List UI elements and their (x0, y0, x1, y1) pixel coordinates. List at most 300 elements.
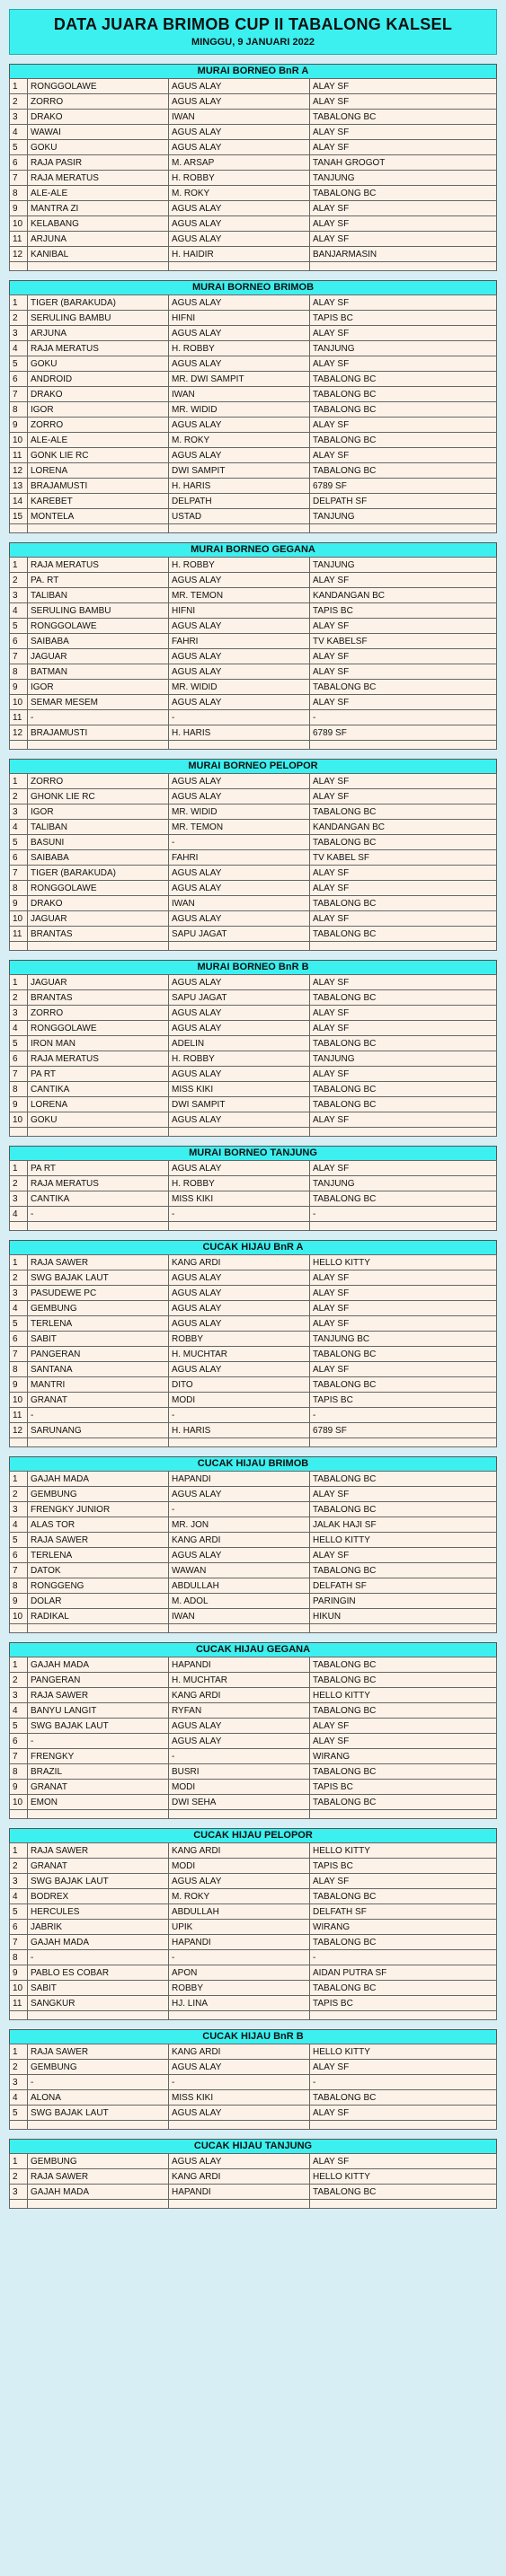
table-row (10, 573, 497, 588)
team-cell: ALAY SF (310, 2106, 497, 2121)
team-cell: ALAY SF (310, 448, 497, 463)
rank-cell: 1 (10, 1843, 28, 1859)
owner-cell: KANG ARDI (169, 1255, 310, 1270)
blank-cell (28, 741, 169, 750)
bird-name-cell: - (28, 1207, 169, 1222)
rank-cell: 6 (10, 372, 28, 387)
rank-cell: 3 (10, 804, 28, 820)
team-cell: TABALONG BC (310, 1657, 497, 1673)
owner-cell: MISS KIKI (169, 2090, 310, 2106)
team-cell: ALAY SF (310, 2154, 497, 2169)
owner-cell: MR. TEMON (169, 820, 310, 835)
rank-cell: 7 (10, 1067, 28, 1082)
blank-row (10, 942, 497, 951)
rank-cell: 1 (10, 558, 28, 573)
owner-cell: AGUS ALAY (169, 216, 310, 232)
rank-cell: 5 (10, 1533, 28, 1548)
bird-name-cell: GAJAH MADA (28, 1935, 169, 1950)
rank-cell: 3 (10, 588, 28, 603)
owner-cell: USTAD (169, 509, 310, 524)
blank-cell (28, 1624, 169, 1633)
team-cell: TABALONG BC (310, 110, 497, 125)
section-title: MURAI BORNEO BRIMOB (9, 280, 497, 295)
team-cell: TABALONG BC (310, 1935, 497, 1950)
bird-name-cell: GONK LIE RC (28, 448, 169, 463)
table-row (10, 295, 497, 311)
table-row (10, 1764, 497, 1780)
blank-cell (10, 2200, 28, 2209)
team-cell: TAPIS BC (310, 1996, 497, 2011)
rank-cell: 11 (10, 927, 28, 942)
bird-name-cell: RONGGOLAWE (28, 79, 169, 94)
bird-name-cell: DOLAR (28, 1594, 169, 1609)
table-row (10, 649, 497, 664)
team-cell: ALAY SF (310, 1487, 497, 1502)
bird-name-cell: ZORRO (28, 94, 169, 110)
table-row (10, 804, 497, 820)
results-section (9, 280, 497, 533)
bird-name-cell: ZORRO (28, 418, 169, 433)
rank-cell: 1 (10, 79, 28, 94)
bird-name-cell: DATOK (28, 1563, 169, 1578)
rank-cell: 7 (10, 171, 28, 186)
table-row (10, 1533, 497, 1548)
bird-name-cell: RAJA MERATUS (28, 1051, 169, 1067)
team-cell: ALAY SF (310, 911, 497, 927)
results-section (9, 1828, 497, 2020)
bird-name-cell: ALAS TOR (28, 1517, 169, 1533)
results-section (9, 1240, 497, 1447)
owner-cell: AGUS ALAY (169, 975, 310, 990)
bird-name-cell: ANDROID (28, 372, 169, 387)
owner-cell: SAPU JAGAT (169, 927, 310, 942)
rank-cell: 11 (10, 710, 28, 725)
rank-cell: 4 (10, 1889, 28, 1904)
owner-cell: MR. TEMON (169, 588, 310, 603)
results-table (9, 1160, 497, 1231)
rank-cell: 7 (10, 387, 28, 402)
bird-name-cell: ALE-ALE (28, 186, 169, 201)
bird-name-cell: ZORRO (28, 774, 169, 789)
bird-name-cell: RAJA MERATUS (28, 341, 169, 356)
rank-cell: 4 (10, 1207, 28, 1222)
section-title: CUCAK HIJAU BRIMOB (9, 1456, 497, 1471)
results-page (9, 0, 497, 2209)
rank-cell: 9 (10, 896, 28, 911)
rank-cell: 8 (10, 664, 28, 680)
table-row (10, 2044, 497, 2060)
results-table (9, 974, 497, 1137)
rank-cell: 5 (10, 2106, 28, 2121)
owner-cell: AGUS ALAY (169, 774, 310, 789)
table-row (10, 1021, 497, 1036)
team-cell: 6789 SF (310, 1423, 497, 1438)
owner-cell: AGUS ALAY (169, 2106, 310, 2121)
owner-cell: FAHRI (169, 634, 310, 649)
owner-cell: IWAN (169, 896, 310, 911)
team-cell: TABALONG BC (310, 990, 497, 1006)
rank-cell: 12 (10, 247, 28, 262)
bird-name-cell: GOKU (28, 1112, 169, 1128)
owner-cell: WAWAN (169, 1563, 310, 1578)
rank-cell: 2 (10, 311, 28, 326)
owner-cell: ROBBY (169, 1981, 310, 1996)
blank-cell (10, 1624, 28, 1633)
table-row (10, 1176, 497, 1191)
team-cell: TABALONG BC (310, 1191, 497, 1207)
table-row (10, 1749, 497, 1764)
owner-cell: H. HARIS (169, 1423, 310, 1438)
page-title: DATA JUARA BRIMOB CUP II TABALONG KALSEL (53, 15, 453, 33)
owner-cell: APON (169, 1965, 310, 1981)
owner-cell: DITO (169, 1377, 310, 1393)
table-row (10, 1408, 497, 1423)
owner-cell: HJ. LINA (169, 1996, 310, 2011)
table-row (10, 695, 497, 710)
table-row (10, 1719, 497, 1734)
rank-cell: 3 (10, 326, 28, 341)
team-cell: TABALONG BC (310, 1673, 497, 1688)
bird-name-cell: BATMAN (28, 664, 169, 680)
team-cell: TABALONG BC (310, 1082, 497, 1097)
blank-row (10, 2011, 497, 2020)
rank-cell: 10 (10, 1393, 28, 1408)
table-row (10, 1067, 497, 1082)
owner-cell: HAPANDI (169, 1935, 310, 1950)
blank-cell (28, 524, 169, 533)
team-cell: TABALONG BC (310, 186, 497, 201)
rank-cell: 2 (10, 94, 28, 110)
team-cell: ALAY SF (310, 356, 497, 372)
team-cell: TABALONG BC (310, 387, 497, 402)
bird-name-cell: RONGGENG (28, 1578, 169, 1594)
blank-cell (10, 1222, 28, 1231)
blank-cell (169, 2011, 310, 2020)
owner-cell: MR. DWI SAMPIT (169, 372, 310, 387)
rank-cell: 8 (10, 1764, 28, 1780)
bird-name-cell: BRAJAMUSTI (28, 725, 169, 741)
results-table (9, 1657, 497, 1819)
table-row (10, 448, 497, 463)
blank-cell (310, 1438, 497, 1447)
bird-name-cell: BRANTAS (28, 927, 169, 942)
owner-cell: BUSRI (169, 1764, 310, 1780)
team-cell: TABALONG BC (310, 1347, 497, 1362)
blank-cell (10, 942, 28, 951)
bird-name-cell: SERULING BAMBU (28, 311, 169, 326)
table-row (10, 1859, 497, 1874)
rank-cell: 3 (10, 1286, 28, 1301)
team-cell: TABALONG BC (310, 372, 497, 387)
owner-cell: AGUS ALAY (169, 1548, 310, 1563)
blank-row (10, 524, 497, 533)
owner-cell: MISS KIKI (169, 1191, 310, 1207)
bird-name-cell: RADIKAL (28, 1609, 169, 1624)
table-row (10, 356, 497, 372)
team-cell: HELLO KITTY (310, 1688, 497, 1703)
blank-cell (28, 2200, 169, 2209)
rank-cell: 3 (10, 1502, 28, 1517)
rank-cell: 11 (10, 448, 28, 463)
blank-cell (10, 1810, 28, 1819)
results-table (9, 2153, 497, 2209)
table-row (10, 1688, 497, 1703)
rank-cell: 1 (10, 975, 28, 990)
table-row (10, 1286, 497, 1301)
team-cell: 6789 SF (310, 479, 497, 494)
rank-cell: 3 (10, 2185, 28, 2200)
table-row (10, 494, 497, 509)
bird-name-cell: CANTIKA (28, 1191, 169, 1207)
owner-cell: AGUS ALAY (169, 140, 310, 155)
bird-name-cell: GRANAT (28, 1393, 169, 1408)
bird-name-cell: ARJUNA (28, 232, 169, 247)
team-cell: KANDANGAN BC (310, 588, 497, 603)
table-row (10, 341, 497, 356)
bird-name-cell: RAJA SAWER (28, 1688, 169, 1703)
bird-name-cell: - (28, 1734, 169, 1749)
owner-cell: KANG ARDI (169, 1688, 310, 1703)
bird-name-cell: JABRIK (28, 1920, 169, 1935)
rank-cell: 7 (10, 1347, 28, 1362)
team-cell: ALAY SF (310, 664, 497, 680)
bird-name-cell: BRAZIL (28, 1764, 169, 1780)
bird-name-cell: IGOR (28, 804, 169, 820)
bird-name-cell: JAGUAR (28, 649, 169, 664)
blank-cell (169, 2200, 310, 2209)
owner-cell: KANG ARDI (169, 2169, 310, 2185)
owner-cell: IWAN (169, 387, 310, 402)
blank-row (10, 1624, 497, 1633)
owner-cell: AGUS ALAY (169, 2154, 310, 2169)
results-table (9, 773, 497, 951)
rank-cell: 10 (10, 216, 28, 232)
team-cell: ALAY SF (310, 295, 497, 311)
owner-cell: H. HARIS (169, 725, 310, 741)
table-row (10, 2075, 497, 2090)
team-cell: - (310, 1950, 497, 1965)
bird-name-cell: SANTANA (28, 1362, 169, 1377)
blank-cell (10, 741, 28, 750)
table-row (10, 1332, 497, 1347)
table-row (10, 603, 497, 619)
owner-cell: AGUS ALAY (169, 2060, 310, 2075)
rank-cell: 9 (10, 680, 28, 695)
bird-name-cell: FRENGKY JUNIOR (28, 1502, 169, 1517)
table-row (10, 247, 497, 262)
bird-name-cell: DRAKO (28, 387, 169, 402)
table-row (10, 418, 497, 433)
blank-cell (310, 1128, 497, 1137)
bird-name-cell: RAJA PASIR (28, 155, 169, 171)
rank-cell: 4 (10, 1021, 28, 1036)
rank-cell: 7 (10, 1563, 28, 1578)
owner-cell: RYFAN (169, 1703, 310, 1719)
table-row (10, 1673, 497, 1688)
blank-cell (10, 1128, 28, 1137)
rank-cell: 4 (10, 603, 28, 619)
owner-cell: - (169, 1408, 310, 1423)
owner-cell: H. HAIDIR (169, 247, 310, 262)
owner-cell: ABDULLAH (169, 1904, 310, 1920)
owner-cell: MODI (169, 1393, 310, 1408)
rank-cell: 1 (10, 2044, 28, 2060)
bird-name-cell: WAWAI (28, 125, 169, 140)
table-row (10, 835, 497, 850)
blank-row (10, 1438, 497, 1447)
rank-cell: 9 (10, 1965, 28, 1981)
rank-cell: 12 (10, 463, 28, 479)
blank-cell (169, 1222, 310, 1231)
owner-cell: - (169, 710, 310, 725)
bird-name-cell: ARJUNA (28, 326, 169, 341)
owner-cell: H. ROBBY (169, 1176, 310, 1191)
rank-cell: 10 (10, 1981, 28, 1996)
rank-cell: 5 (10, 1036, 28, 1051)
bird-name-cell: - (28, 710, 169, 725)
rank-cell: 2 (10, 1176, 28, 1191)
team-cell: HELLO KITTY (310, 1255, 497, 1270)
owner-cell: IWAN (169, 110, 310, 125)
table-row (10, 1889, 497, 1904)
bird-name-cell: SANGKUR (28, 1996, 169, 2011)
bird-name-cell: RAJA SAWER (28, 1533, 169, 1548)
table-row (10, 1594, 497, 1609)
rank-cell: 4 (10, 1703, 28, 1719)
team-cell: ALAY SF (310, 1362, 497, 1377)
team-cell: - (310, 1207, 497, 1222)
rank-cell: 10 (10, 1112, 28, 1128)
rank-cell: 6 (10, 1920, 28, 1935)
bird-name-cell: RAJA SAWER (28, 1843, 169, 1859)
section-title: MURAI BORNEO PELOPOR (9, 759, 497, 773)
blank-row (10, 1128, 497, 1137)
rank-cell: 11 (10, 1408, 28, 1423)
rank-cell: 4 (10, 820, 28, 835)
blank-cell (310, 1810, 497, 1819)
team-cell: TANJUNG (310, 558, 497, 573)
blank-row (10, 2200, 497, 2209)
rank-cell: 8 (10, 186, 28, 201)
owner-cell: AGUS ALAY (169, 79, 310, 94)
rank-cell: 12 (10, 725, 28, 741)
owner-cell: AGUS ALAY (169, 295, 310, 311)
bird-name-cell: RAJA SAWER (28, 1255, 169, 1270)
table-row (10, 1112, 497, 1128)
rank-cell: 2 (10, 1270, 28, 1286)
owner-cell: DWI SAMPIT (169, 463, 310, 479)
table-row (10, 1097, 497, 1112)
owner-cell: AGUS ALAY (169, 1316, 310, 1332)
blank-cell (169, 1810, 310, 1819)
table-row (10, 79, 497, 94)
blank-cell (10, 1438, 28, 1447)
rank-cell: 6 (10, 1548, 28, 1563)
blank-row (10, 2121, 497, 2130)
bird-name-cell: SWG BAJAK LAUT (28, 1270, 169, 1286)
team-cell: ALAY SF (310, 2060, 497, 2075)
results-section (9, 2139, 497, 2209)
team-cell: TV KABEL SF (310, 850, 497, 866)
table-row (10, 1950, 497, 1965)
results-sections (9, 64, 497, 2209)
bird-name-cell: SABIT (28, 1332, 169, 1347)
rank-cell: 4 (10, 1517, 28, 1533)
table-row (10, 186, 497, 201)
rank-cell: 2 (10, 990, 28, 1006)
rank-cell: 1 (10, 1472, 28, 1487)
owner-cell: AGUS ALAY (169, 1719, 310, 1734)
blank-cell (10, 2011, 28, 2020)
team-cell: TABALONG BC (310, 835, 497, 850)
rank-cell: 1 (10, 295, 28, 311)
team-cell: TABALONG BC (310, 1703, 497, 1719)
owner-cell: - (169, 1207, 310, 1222)
owner-cell: AGUS ALAY (169, 232, 310, 247)
table-row (10, 1935, 497, 1950)
bird-name-cell: BRAJAMUSTI (28, 479, 169, 494)
table-row (10, 1255, 497, 1270)
bird-name-cell: FRENGKY (28, 1749, 169, 1764)
team-cell: TAPIS BC (310, 603, 497, 619)
blank-cell (28, 1222, 169, 1231)
owner-cell: AGUS ALAY (169, 1301, 310, 1316)
rank-cell: 5 (10, 1904, 28, 1920)
rank-cell: 5 (10, 1719, 28, 1734)
table-row (10, 1703, 497, 1719)
results-table (9, 1842, 497, 2020)
bird-name-cell: RONGGOLAWE (28, 619, 169, 634)
owner-cell: AGUS ALAY (169, 1734, 310, 1749)
bird-name-cell: SWG BAJAK LAUT (28, 2106, 169, 2121)
bird-name-cell: RAJA MERATUS (28, 558, 169, 573)
table-row (10, 820, 497, 835)
section-title: MURAI BORNEO BnR A (9, 64, 497, 78)
bird-name-cell: ALE-ALE (28, 433, 169, 448)
bird-name-cell: BODREX (28, 1889, 169, 1904)
team-cell: TABALONG BC (310, 433, 497, 448)
owner-cell: AGUS ALAY (169, 1006, 310, 1021)
table-row (10, 619, 497, 634)
team-cell: HELLO KITTY (310, 1533, 497, 1548)
team-cell: ALAY SF (310, 1286, 497, 1301)
rank-cell: 1 (10, 1657, 28, 1673)
bird-name-cell: BANYU LANGIT (28, 1703, 169, 1719)
rank-cell: 5 (10, 356, 28, 372)
blank-cell (169, 741, 310, 750)
blank-cell (10, 2121, 28, 2130)
rank-cell: 6 (10, 1332, 28, 1347)
owner-cell: AGUS ALAY (169, 881, 310, 896)
owner-cell: AGUS ALAY (169, 866, 310, 881)
rank-cell: 4 (10, 1301, 28, 1316)
owner-cell: - (169, 1749, 310, 1764)
rank-cell: 2 (10, 1673, 28, 1688)
team-cell: ALAY SF (310, 975, 497, 990)
blank-cell (169, 2121, 310, 2130)
table-row (10, 110, 497, 125)
table-row (10, 311, 497, 326)
rank-cell: 3 (10, 1688, 28, 1703)
owner-cell: M. ROKY (169, 186, 310, 201)
team-cell: TANJUNG BC (310, 1332, 497, 1347)
team-cell: ALAY SF (310, 1067, 497, 1082)
results-table (9, 1471, 497, 1633)
results-section (9, 1456, 497, 1633)
owner-cell: MR. WIDID (169, 402, 310, 418)
table-row (10, 1734, 497, 1749)
team-cell: 6789 SF (310, 725, 497, 741)
